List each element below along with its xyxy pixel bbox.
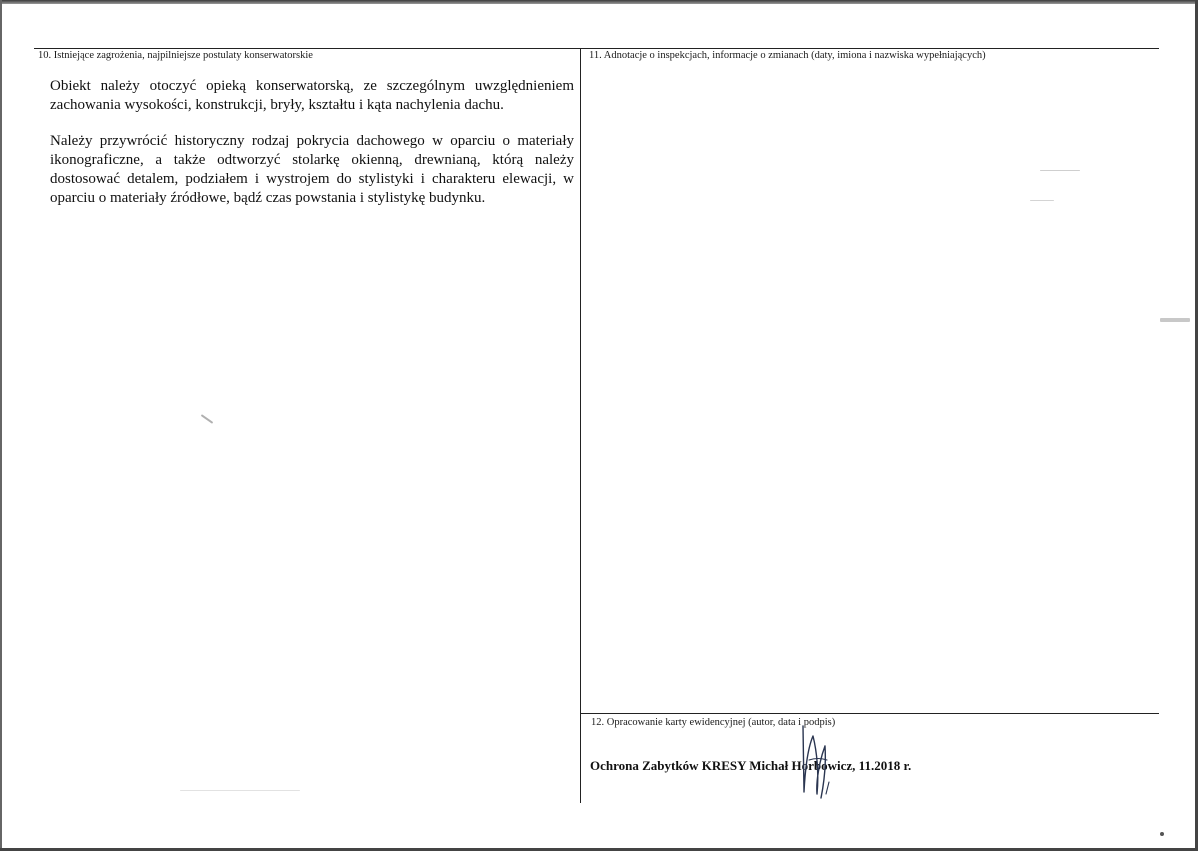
column-divider [580,48,581,803]
author-line: Ochrona Zabytków KRESY Michał Horbowicz, 11.2018 r. [590,758,912,773]
scan-speck [201,414,214,424]
section10-paragraph-1-text: Obiekt należy otoczyć opieką konserwatorską, ze szczególnym uwzględnieniem zachowania wysokości, konstrukcji, bryły, kształtu i kąta nachylenia dachu. [50,78,574,113]
section10-paragraph-2 [50,132,574,208]
section10-paragraph-2-text: Należy przywrócić historyczny rodzaj pokrycia dachowego w oparciu o materiały ikonograficzne, a także odtworzyć stolarkę okienną, drewnianą, którą należy dostosować detalem, podziałem i wystrojem do stylistyki i charakteru elewacji, w oparciu o materiały źródłowe, bądź czas powstania i stylistykę budynku. [50,133,574,206]
scan-speck [1040,170,1080,171]
scan-edge-top [0,0,1198,4]
scan-speck [180,790,300,791]
section10-label: 10. Istniejące zagrożenia, najpilniejsze postulaty konserwatorskie [38,50,313,61]
scan-speck [1160,318,1190,322]
section12-rule [580,713,1159,714]
section10-paragraph-1 [50,77,574,115]
section12-label: 12. Opracowanie karty ewidencyjnej (autor, data i podpis) [591,717,836,728]
top-rule [34,48,1159,49]
signature-icon [795,722,835,804]
scan-speck [1160,832,1164,836]
scan-edge-left [0,0,2,851]
scan-speck [1030,200,1054,201]
section11-label: 11. Adnotacje o inspekcjach, informacje o zmianach (daty, imiona i nazwiska wypełniających) [589,50,986,61]
